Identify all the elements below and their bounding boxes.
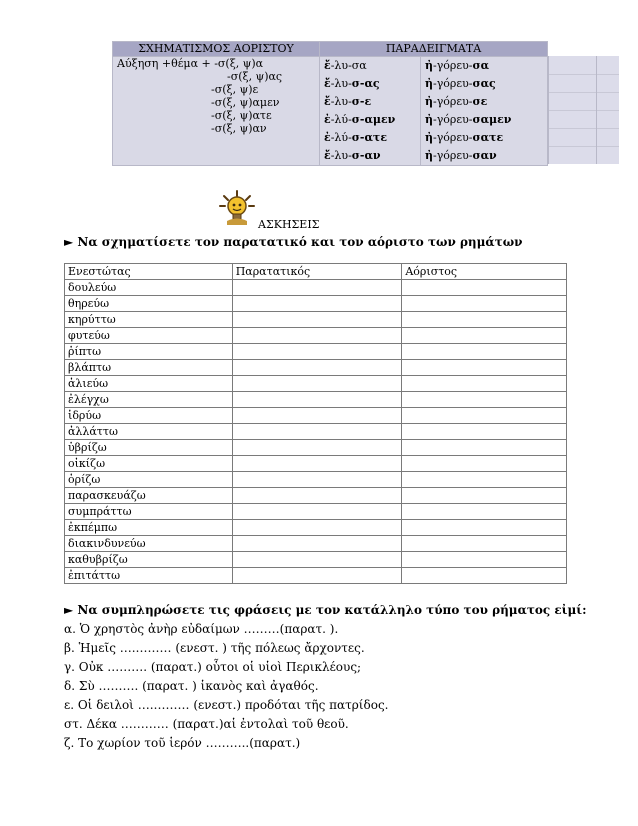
verb-imperfect-blank[interactable] xyxy=(232,536,402,552)
verb-aorist-blank[interactable] xyxy=(402,488,567,504)
verb-row xyxy=(65,376,567,392)
lightbulb-cartoon-icon xyxy=(217,188,257,226)
verb-present-cell: βλάπτω xyxy=(65,360,233,376)
verb-row xyxy=(65,520,567,536)
verb-present-cell: ἁλιεύω xyxy=(65,376,233,392)
verb-imperfect-blank[interactable] xyxy=(232,456,402,472)
verb-conjugation-table xyxy=(64,263,567,584)
example-form: ἠ-γόρευ-σε xyxy=(425,95,488,108)
verb-present-cell: κηρύττω xyxy=(65,312,233,328)
verb-aorist-blank[interactable] xyxy=(402,552,567,568)
verb-present-cell: δουλεύω xyxy=(65,280,233,296)
verb-present-cell: ὑβρίζω xyxy=(65,440,233,456)
verb-imperfect-blank[interactable] xyxy=(232,280,402,296)
verb-aorist-blank[interactable] xyxy=(402,360,567,376)
header-present: Ενεστώτας xyxy=(65,264,233,280)
verb-row xyxy=(65,408,567,424)
verb-row xyxy=(65,296,567,312)
verb-imperfect-blank[interactable] xyxy=(232,392,402,408)
verb-imperfect-blank[interactable] xyxy=(232,296,402,312)
verb-row xyxy=(65,328,567,344)
verb-row xyxy=(65,536,567,552)
verb-row xyxy=(65,424,567,440)
verb-present-cell: παρασκευάζω xyxy=(65,488,233,504)
verb-imperfect-blank[interactable] xyxy=(232,376,402,392)
verb-row xyxy=(65,312,567,328)
example-form: ἔ-λυ-σ-ε xyxy=(324,95,372,108)
verb-row xyxy=(65,488,567,504)
aorist-rules-cell xyxy=(113,57,320,166)
task-2-instruction: ► Να συμπληρώσετε τις φράσεις με τον κατάλληλο τύπο του ρήματος εἰμί: xyxy=(64,603,587,617)
examples-agoreuo-cell xyxy=(421,57,548,166)
verb-row xyxy=(65,504,567,520)
example-form: ἔ-λυ-σ-ας xyxy=(324,77,380,90)
verb-row xyxy=(65,344,567,360)
verb-imperfect-blank[interactable] xyxy=(232,440,402,456)
examples-lyo-cell xyxy=(320,57,421,166)
table-extra-column xyxy=(596,56,619,164)
verb-aorist-blank[interactable] xyxy=(402,520,567,536)
example-form: ἔ-λυ-σα xyxy=(324,59,367,72)
verb-present-cell: καθυβρίζω xyxy=(65,552,233,568)
aorist-rule: Αύξηση +θέμα + -σ(ξ, ψ)α xyxy=(117,57,264,70)
verb-present-cell: ῥίπτω xyxy=(65,344,233,360)
verb-row xyxy=(65,360,567,376)
exercises-heading: ΑΣΚΗΣΕΙΣ xyxy=(258,218,320,231)
verb-imperfect-blank[interactable] xyxy=(232,360,402,376)
verb-row xyxy=(65,392,567,408)
sentence-b: β. Ἡμεῖς ….……… (ενεστ. ) τῆς πόλεως ἄρχοντες. xyxy=(64,641,365,655)
sentence-e: ε. Οἱ δειλοὶ ….……… (ενεστ.) προδόται τῆς πατρίδος. xyxy=(64,698,389,712)
verb-aorist-blank[interactable] xyxy=(402,472,567,488)
example-form: ἔ-λυ-σ-αν xyxy=(324,149,381,162)
verb-present-cell: φυτεύω xyxy=(65,328,233,344)
header-imperfect: Παρατατικός xyxy=(232,264,402,280)
aorist-rule: -σ(ξ, ψ)ατε xyxy=(211,109,272,122)
verb-table-header-row xyxy=(65,264,567,280)
sentence-z: ζ. Το χωρίον τοῦ ἱερόν ………..(παρατ.) xyxy=(64,736,301,750)
aorist-rule: -σ(ξ, ψ)ε xyxy=(211,83,259,96)
example-form: ἠ-γόρευ-σας xyxy=(425,77,496,90)
verb-aorist-blank[interactable] xyxy=(402,424,567,440)
verb-imperfect-blank[interactable] xyxy=(232,568,402,584)
example-form: ἠ-γόρευ-σατε xyxy=(425,131,504,144)
verb-row xyxy=(65,456,567,472)
example-form: ἠ-γόρευ-σαν xyxy=(425,149,497,162)
verb-aorist-blank[interactable] xyxy=(402,440,567,456)
verb-aorist-blank[interactable] xyxy=(402,408,567,424)
verb-aorist-blank[interactable] xyxy=(402,376,567,392)
example-form: ἠ-γόρευ-σαμεν xyxy=(425,113,512,126)
verb-present-cell: ἐλέγχω xyxy=(65,392,233,408)
sentence-d: δ. Σὺ ………. (παρατ. ) ἱκανὸς καὶ ἀγαθός. xyxy=(64,679,319,693)
example-form: ἐ-λύ-σ-αμεν xyxy=(324,113,396,126)
aorist-rule: -σ(ξ, ψ)ας xyxy=(227,70,283,83)
example-form: ἠ-γόρευ-σα xyxy=(425,59,490,72)
verb-imperfect-blank[interactable] xyxy=(232,552,402,568)
verb-row xyxy=(65,472,567,488)
verb-imperfect-blank[interactable] xyxy=(232,472,402,488)
verb-imperfect-blank[interactable] xyxy=(232,424,402,440)
verb-aorist-blank[interactable] xyxy=(402,568,567,584)
verb-imperfect-blank[interactable] xyxy=(232,328,402,344)
verb-aorist-blank[interactable] xyxy=(402,280,567,296)
verb-present-cell: ὁρίζω xyxy=(65,472,233,488)
table-extra-column xyxy=(548,56,597,164)
verb-imperfect-blank[interactable] xyxy=(232,504,402,520)
sentence-c: γ. Οὐκ ………. (παρατ.) οὗτοι οἱ υἱοὶ Περικλέους; xyxy=(64,660,362,674)
sentence-st: στ. Δέκα ………… (παρατ.)αἱ ἐντολαὶ τοῦ θεοῦ. xyxy=(64,717,349,731)
verb-imperfect-blank[interactable] xyxy=(232,408,402,424)
verb-row xyxy=(65,568,567,584)
verb-present-cell: ἐπιτάττω xyxy=(65,568,233,584)
verb-aorist-blank[interactable] xyxy=(402,328,567,344)
aorist-rule: -σ(ξ, ψ)αμεν xyxy=(211,96,280,109)
verb-present-cell: συμπράττω xyxy=(65,504,233,520)
verb-row xyxy=(65,280,567,296)
aorist-rule: -σ(ξ, ψ)αν xyxy=(211,122,267,135)
verb-imperfect-blank[interactable] xyxy=(232,312,402,328)
verb-row xyxy=(65,552,567,568)
verb-present-cell: ἱδρύω xyxy=(65,408,233,424)
verb-present-cell: οἰκίζω xyxy=(65,456,233,472)
verb-present-cell: θηρεύω xyxy=(65,296,233,312)
aorist-header-right: ΠΑΡΑΔΕΙΓΜΑΤΑ xyxy=(320,42,548,57)
task-1-instruction: ► Να σχηματίσετε τον παρατατικό και τον αόριστο των ρημάτων xyxy=(64,235,523,249)
verb-aorist-blank[interactable] xyxy=(402,392,567,408)
verb-present-cell: ἀλλάττω xyxy=(65,424,233,440)
verb-aorist-blank[interactable] xyxy=(402,536,567,552)
verb-imperfect-blank[interactable] xyxy=(232,344,402,360)
aorist-header-left: ΣΧΗΜΑΤΙΣΜΟΣ ΑΟΡΙΣΤΟΥ xyxy=(113,42,320,57)
verb-aorist-blank[interactable] xyxy=(402,344,567,360)
verb-aorist-blank[interactable] xyxy=(402,456,567,472)
verb-aorist-blank[interactable] xyxy=(402,296,567,312)
verb-row xyxy=(65,440,567,456)
verb-imperfect-blank[interactable] xyxy=(232,488,402,504)
sentence-a: α. Ὁ χρηστὸς ἀνὴρ εὐδαίμων ………(παρατ. ). xyxy=(64,622,339,636)
header-aorist: Αόριστος xyxy=(402,264,567,280)
verb-aorist-blank[interactable] xyxy=(402,312,567,328)
aorist-formation-table xyxy=(112,41,548,166)
verb-aorist-blank[interactable] xyxy=(402,504,567,520)
verb-imperfect-blank[interactable] xyxy=(232,520,402,536)
verb-present-cell: ἐκπέμπω xyxy=(65,520,233,536)
verb-present-cell: διακινδυνεύω xyxy=(65,536,233,552)
example-form: ἐ-λύ-σ-ατε xyxy=(324,131,388,144)
